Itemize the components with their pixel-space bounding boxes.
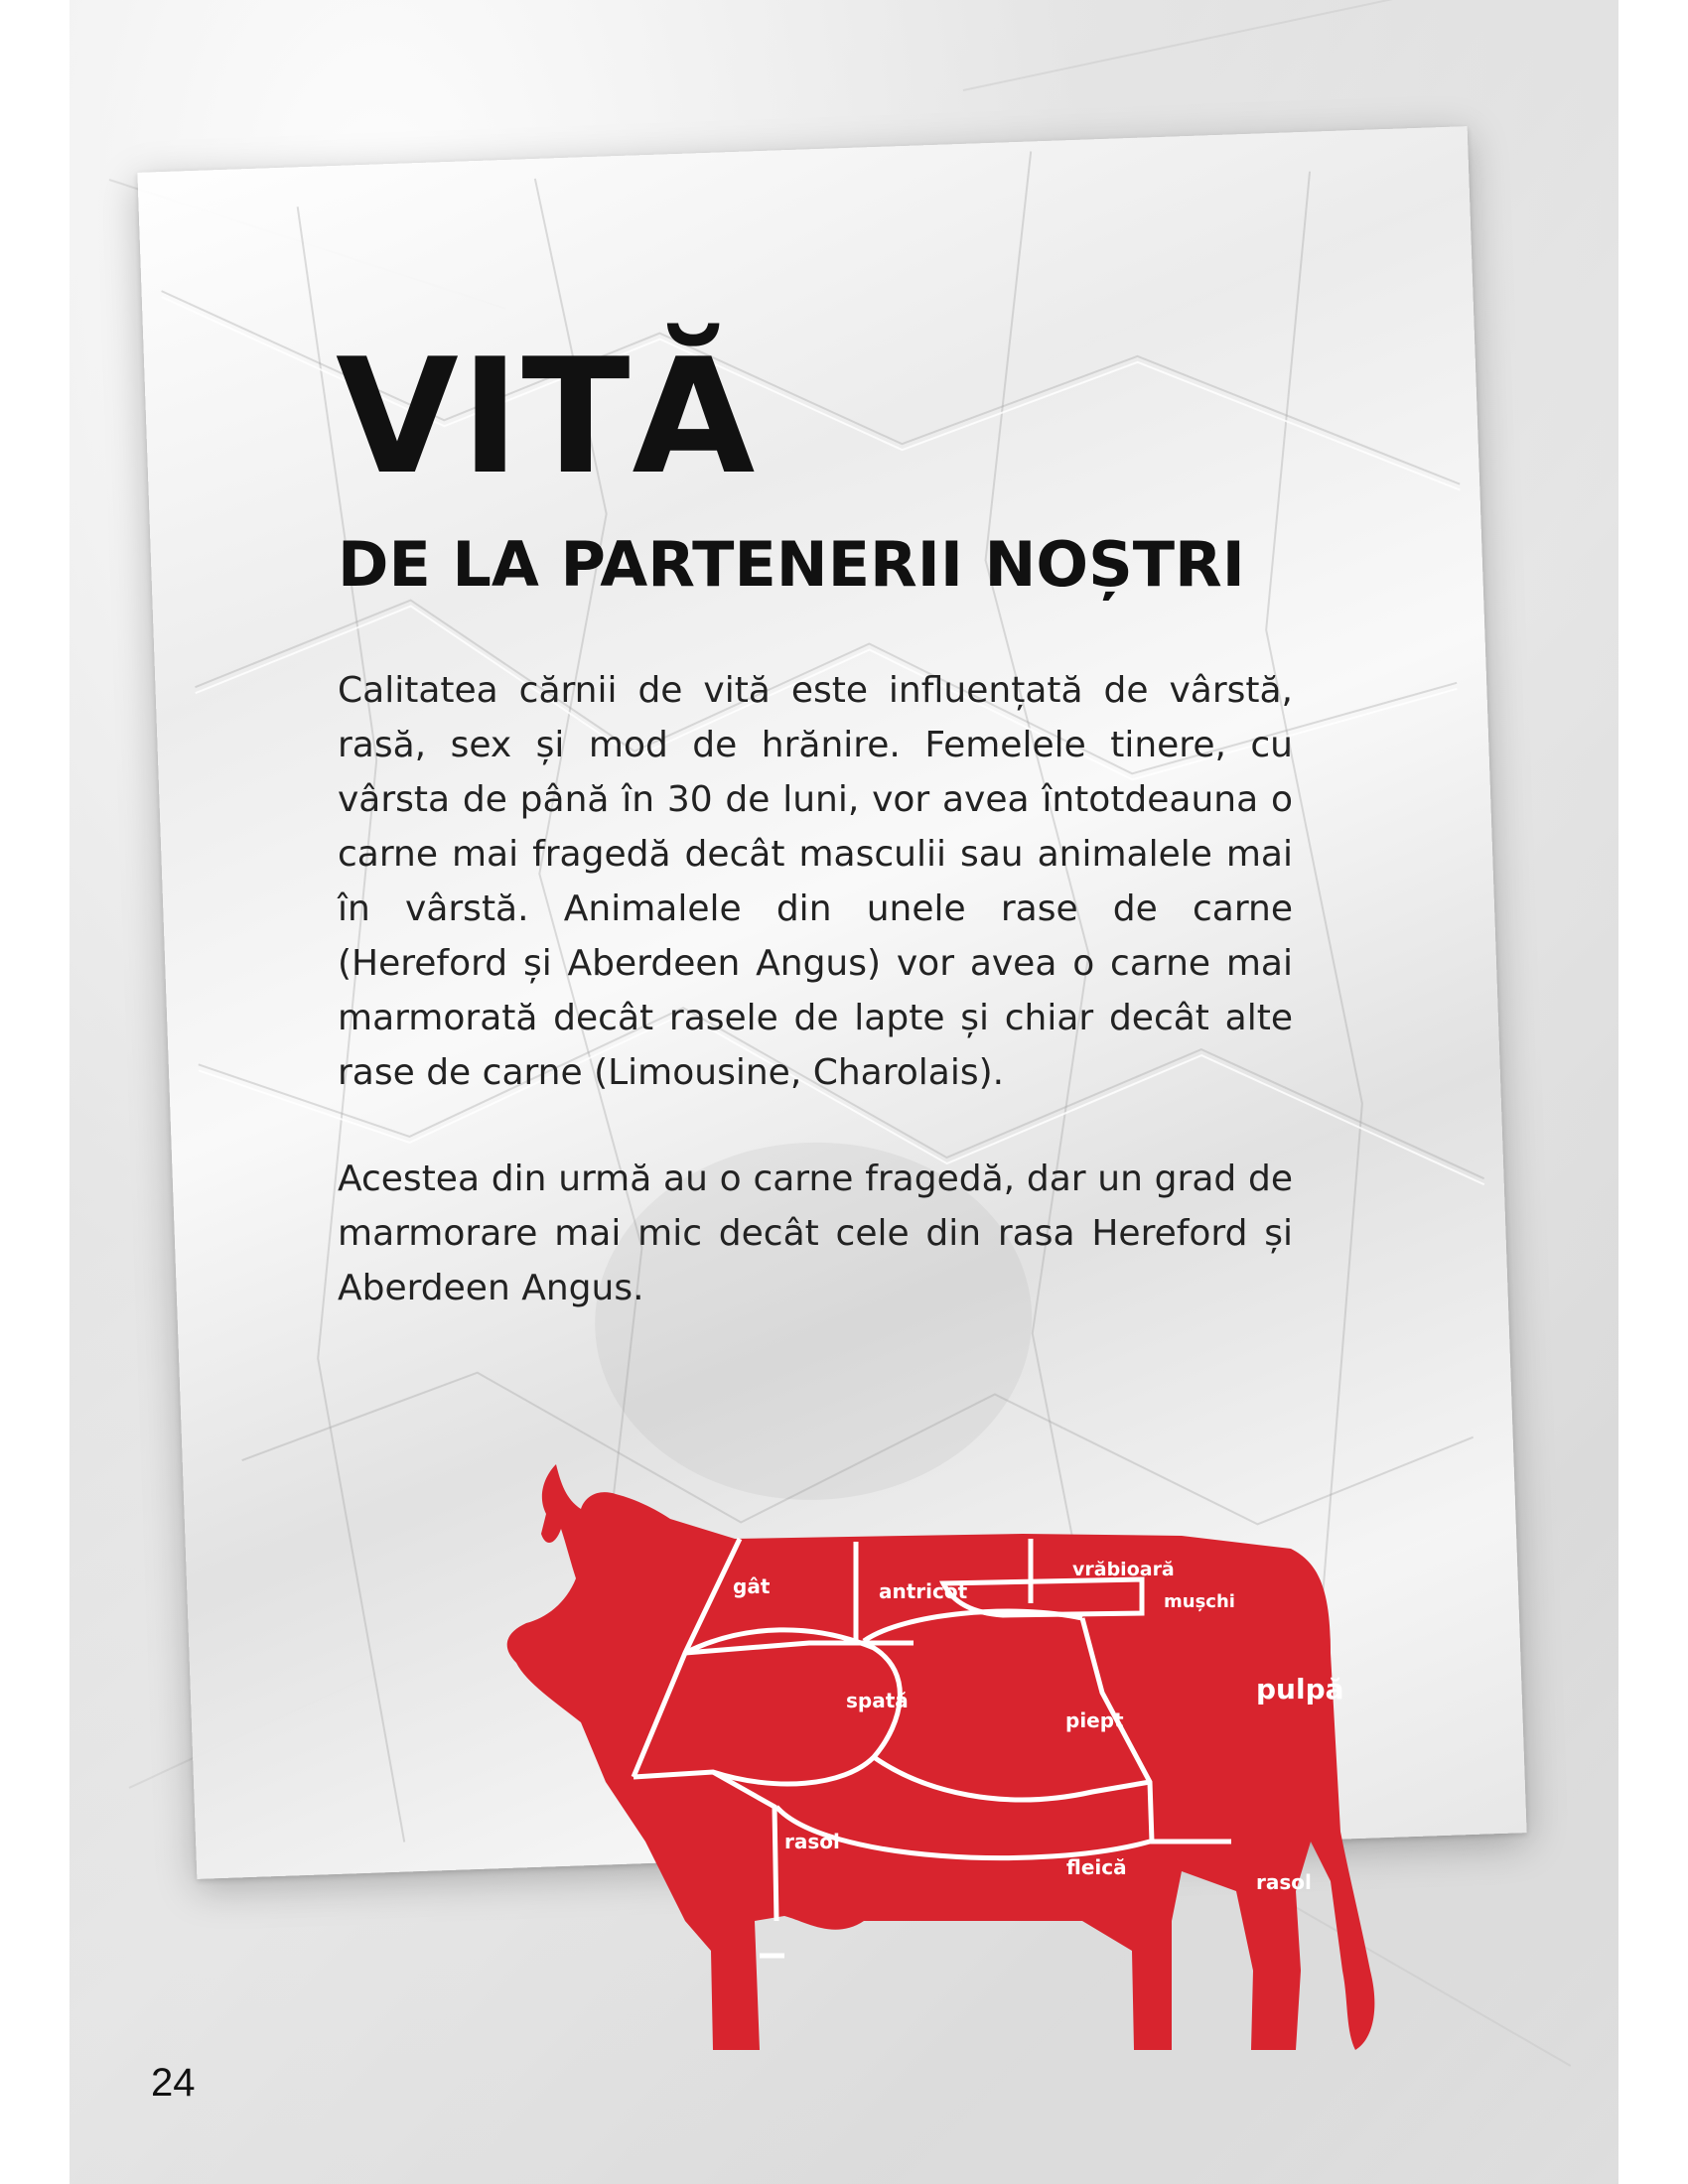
body-paragraph-1: Calitatea cărnii de vită este influențată de vârstă, rasă, sex și mod de hrănire. Femelele tinere, cu vârsta de până în 30 de luni, vor avea întotdeauna o carne mai fragedă decât masculii sau animalele mai în vârstă. Animalele din unele rase de carne (Hereford și Aberdeen Angus) vor avea o carne mai marmorată decât rasele de lapte și chiar decât alte rase de carne (Limousine, Charolais).	[338, 670, 1293, 1093]
cut-label-rasol-front: rasol	[784, 1830, 840, 1853]
cut-label-muschi: mușchi	[1164, 1591, 1235, 1612]
cut-label-piept: piept	[1065, 1708, 1124, 1732]
cut-label-rasol-back: rasol	[1256, 1870, 1312, 1894]
beef-cuts-diagram	[487, 1454, 1440, 2080]
marble-vein	[963, 0, 1469, 91]
page-number: 24	[151, 2061, 196, 2105]
cow-silhouette	[507, 1464, 1375, 2050]
cut-label-antricot: antricot	[879, 1579, 968, 1603]
cut-label-gat: gât	[733, 1574, 771, 1598]
body-paragraph-2: Acestea din urmă au o carne fragedă, dar un grad de marmorare mai mic decât cele din rasa Hereford și Aberdeen Angus.	[338, 1159, 1293, 1308]
cut-label-vrabioara: vrăbioară	[1072, 1559, 1175, 1580]
cut-label-spata: spată	[846, 1689, 909, 1712]
cut-label-pulpa: pulpă	[1256, 1673, 1344, 1706]
page-subtitle: DE LA PARTENERII NOȘTRI	[338, 528, 1245, 601]
page-title: VITĂ	[336, 324, 758, 509]
cut-label-fleica: fleică	[1066, 1855, 1127, 1879]
